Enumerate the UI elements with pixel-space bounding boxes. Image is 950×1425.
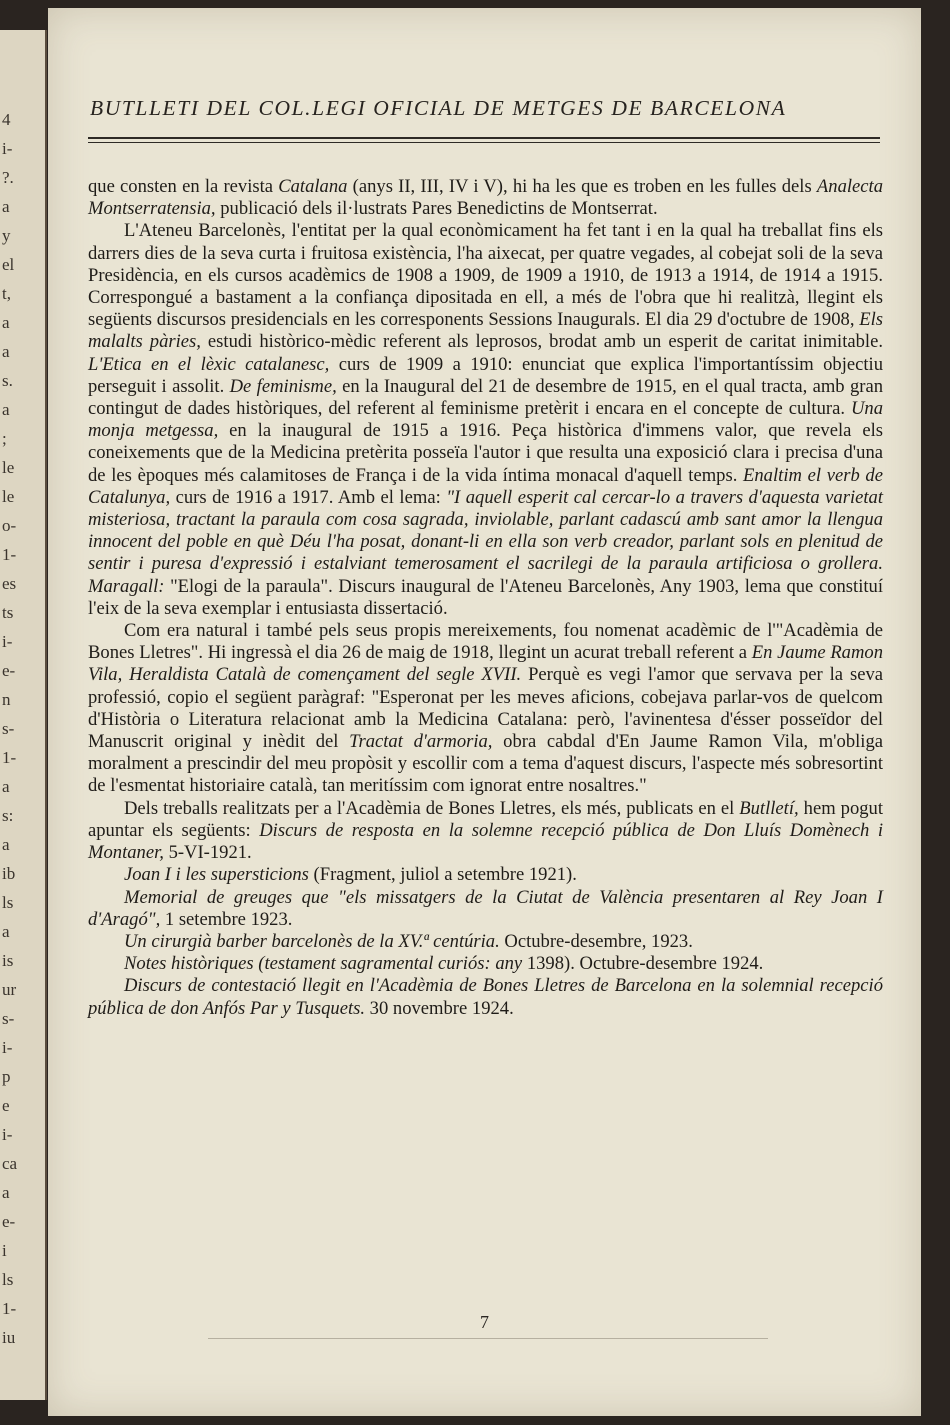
body-text xyxy=(88,176,883,1020)
left-margin-fragment: a xyxy=(2,922,10,941)
left-margin-fragment: ts xyxy=(2,603,14,622)
left-margin-fragment: a xyxy=(2,777,10,796)
document-page xyxy=(48,8,921,1416)
left-margin-fragment: e- xyxy=(2,661,16,680)
paragraph-1: que consten en la revista Catalana (anys II, III, IV i V), hi ha les que es troben en les fulles dels Analecta Montserratensia, publicació dels il·lustrats Pares Benedictins de Montserrat. xyxy=(88,176,884,220)
left-margin-fragment: a xyxy=(2,400,10,419)
left-margin-fragment: i- xyxy=(2,1038,13,1057)
left-margin-fragment: is xyxy=(2,951,14,970)
left-margin-fragment: 1- xyxy=(2,1299,17,1318)
footer-rule xyxy=(208,1338,768,1339)
left-margin-fragment: ur xyxy=(2,980,17,999)
left-margin-fragment: a xyxy=(2,313,10,332)
left-margin-fragment: o- xyxy=(2,516,17,535)
left-margin-fragment: 1- xyxy=(2,545,17,564)
running-header: BUTLLETI DEL COL.LEGI OFICIAL DE METGES DE BARCELONA xyxy=(90,96,787,120)
left-margin-fragment: t, xyxy=(2,284,11,303)
list-item-cirurgia: Un cirurgià barber barcelonès de la XV.ª centúria. Octubre-desembre, 1923. xyxy=(124,930,693,952)
left-margin-fragment: a xyxy=(2,1183,10,1202)
left-margin-fragment: p xyxy=(2,1067,11,1086)
list-item-memorial: Memorial de greuges que "els missatgers de la Ciutat de València presentaren al Rey Joan I d'Aragó", 1 setembre 1923. xyxy=(88,886,883,930)
left-margin-fragment: i xyxy=(2,1241,7,1260)
left-margin-fragment: s- xyxy=(2,1009,15,1028)
left-margin-fragment: e xyxy=(2,1096,10,1115)
left-margin-fragment: es xyxy=(2,574,17,593)
header-rule xyxy=(88,137,880,139)
list-item-discurs-contestacio: Discurs de contestació llegit en l'Acadèmia de Bones Lletres de Barcelona en la solemnial recepció pública de don Anfós Par y Tusquets. 30 novembre 1924. xyxy=(88,975,883,1019)
left-margin-fragment: n xyxy=(2,690,11,709)
left-margin-fragment: a xyxy=(2,197,10,216)
left-margin-fragment: a xyxy=(2,835,10,854)
paragraph-3: Com era natural i també pels seus propis mereixements, fou nomenat acadèmic de l'"Acadèmia de Bones Lletres". Hi ingressà el dia 26 de maig de 1918, llegint un acurat treball referent a En Jaume Ramon Vila, Heraldista Català de començament del segle XVII. Perquè es vegi l'amor que servava per la seva professió, copio el següent paràgraf: "Esperonat per les meves aficions, cobejava parlar-vos de quelcom d'Història o Literatura relacionat amb la Medicina Catalana: però, l'avinentesa d'ésser posseïdor del Manuscrit original y inèdit del Tractat d'armoria, obra cabdal d'En Jaume Ramon Vila, m'obliga moralment a prescindir del meu propòsit y escollir com a tema d'aquest discurs, l'aspecte més sobresortint de l'esmentat historiaire català, tan meritíssim com ignorat entre nosaltres." xyxy=(88,620,884,797)
left-margin-fragment: le xyxy=(2,487,15,506)
list-item-notes: Notes històriques (testament sagramental curiós: any 1398). Octubre-desembre 1924. xyxy=(124,953,764,975)
left-margin-fragment: ?. xyxy=(2,168,14,187)
left-margin-fragment: s. xyxy=(2,371,13,390)
left-margin-fragment: e- xyxy=(2,1212,16,1231)
paragraph-4: Dels treballs realitzats per a l'Acadèmia de Bones Lletres, els més, publicats en el Butlletí, hem pogut apuntar els següents: Discurs de resposta en la solemne recepció pública de Don Lluís Domènech i Montaner, 5-VI-1921. xyxy=(88,797,883,864)
left-margin-fragment: ls xyxy=(2,893,14,912)
left-margin-fragment: i- xyxy=(2,139,13,158)
header-rule-thin xyxy=(88,142,880,143)
left-margin-fragment: iu xyxy=(2,1328,16,1347)
left-margin-fragment: y xyxy=(2,226,11,245)
paragraph-2: L'Ateneu Barcelonès, l'entitat per la qual econòmicament ha fet tant i en la qual ha treballat fins els darrers dies de la seva curta i fruitosa existència, l'ha aixecat, per quatre vegades, al cobejat soli de la seva Presidència, en els cursos acadèmics de 1908 a 1909, de 1909 a 1910, de 1913 a 1914, de 1914 a 1915. Correspongué a bastament a la confiança dipositada en ell, a més de l'obra que hi realitzà, llegint els següents discursos presidencials en les corresponents Sessions Inaugurals. El dia 29 d'octubre de 1908, Els malalts pàries, estudi històrico-mèdic referent als leprosos, brodat amb un esperit de caritat inimitable. L'Etica en el lèxic catalanesc, curs de 1909 a 1910: enunciat que explica l'importantíssim objectiu perseguit i assolit. De feminisme, en la Inaugural del 21 de desembre de 1915, en el qual tracta, amb gran contingut de dades històriques, del referent al feminisme pretèrit i encara en el concepte de cultura. Una monja metgessa, en la inaugural de 1915 a 1916. Peça històrica d'immens valor, que revela els coneixements que de la Medicina pretèrita posseïa l'autor i que resulta una exposició clara i precisa d'una de les èpoques més calamitoses de França i de la vida íntima monacal d'aquell temps. Enaltim el verb de Catalunya, curs de 1916 a 1917. Amb el lema: "I aquell esperit cal cercar-lo a travers d'aquesta varietat misteriosa, tractant la paraula com cosa sagrada, inviolable, parlant cadascú amb sant amor la llengua innocent del poble en què Déu l'ha posat, donant-li en ella son verb creador, parlant sols en plenitud de sentir i puresa d'expressió i estalviant temerosament el sacrilegi de la paraula artificiosa o grollera. Maragall: "Elogi de la paraula". Discurs inaugural de l'Ateneu Barcelonès, Any 1903, lema que constituí l'eix de la seva exemplar i entusiasta dissertació. xyxy=(88,220,884,619)
left-margin-fragment: 1- xyxy=(2,748,17,767)
left-margin-fragment: el xyxy=(2,255,15,274)
page-number: 7 xyxy=(480,1312,489,1332)
left-margin-fragment: 4 xyxy=(2,110,11,129)
left-margin-fragment: s- xyxy=(2,719,15,738)
left-margin-fragment: i- xyxy=(2,1125,13,1144)
left-margin-fragment: i- xyxy=(2,632,13,651)
left-margin-fragment: a xyxy=(2,342,10,361)
left-margin-fragment: ; xyxy=(2,429,7,448)
left-margin-fragment: le xyxy=(2,458,15,477)
left-margin-fragment: ls xyxy=(2,1270,14,1289)
left-margin-fragment: s: xyxy=(2,806,14,825)
left-margin-fragment: ca xyxy=(2,1154,18,1173)
left-margin-fragment: ib xyxy=(2,864,16,883)
left-page-edge xyxy=(0,30,47,1400)
list-item-supersticions: Joan I i les supersticions (Fragment, juliol a setembre 1921). xyxy=(124,864,577,886)
